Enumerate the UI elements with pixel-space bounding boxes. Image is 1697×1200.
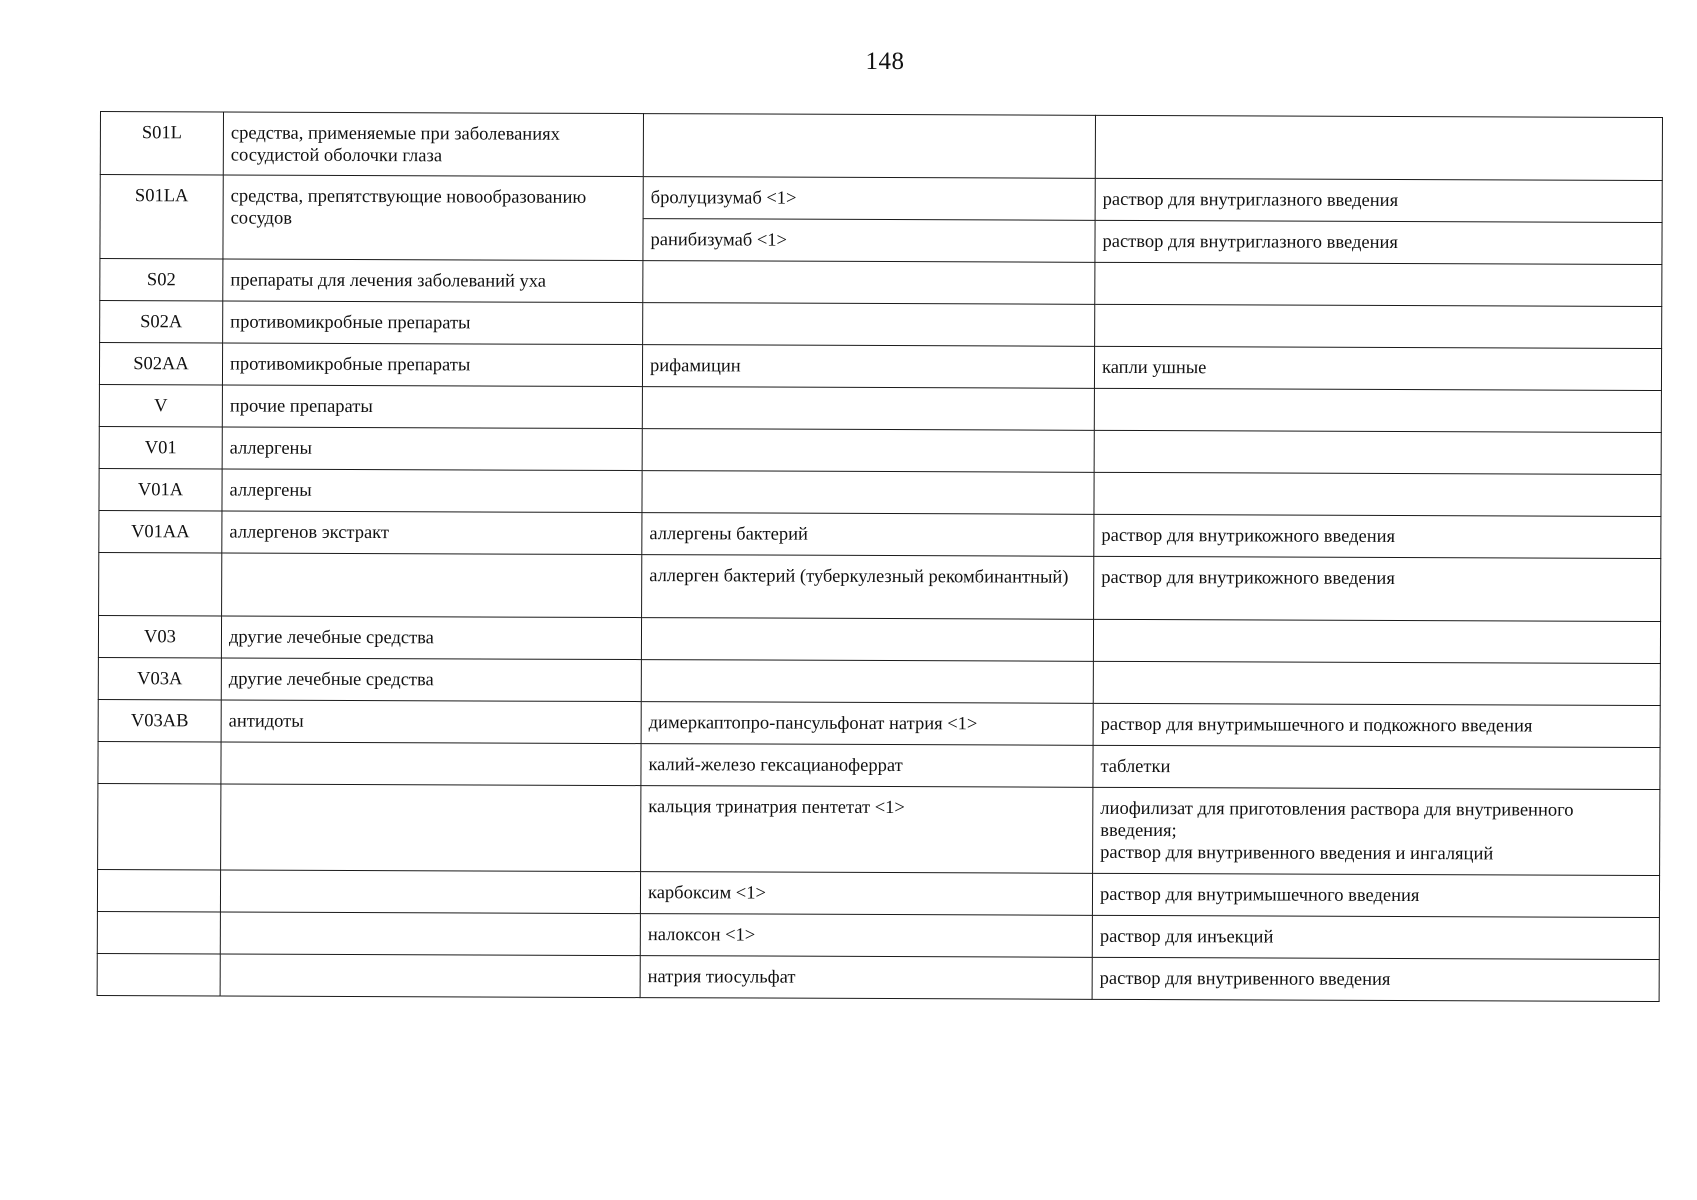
atc-code-cell: S02A [100, 301, 223, 343]
table-row [100, 301, 1662, 349]
drug-name-cell [643, 261, 1095, 305]
group-name-cell: другие лечебные средства [221, 658, 641, 702]
table-row [98, 699, 1660, 747]
group-name-cell: аллергены [222, 469, 642, 513]
drug-name-cell [643, 114, 1095, 179]
drug-name-cell: аллергены бактерий [642, 513, 1094, 557]
group-name-cell: противомикробные препараты [222, 343, 642, 387]
table-row [97, 911, 1659, 959]
drug-name-cell [641, 618, 1093, 662]
drug-name-cell [643, 303, 1095, 347]
dosage-form-cell: раствор для внутримышечного введения [1092, 873, 1659, 917]
page-number: 148 [865, 48, 905, 75]
group-name-cell: антидоты [221, 700, 641, 744]
group-name-cell: противомикробные препараты [223, 301, 643, 345]
dosage-form-cell: раствор для внутрикожного введения [1094, 514, 1661, 558]
atc-code-cell: S01L [100, 112, 223, 175]
table-row [97, 869, 1659, 917]
drug-name-cell: рифамицин [642, 345, 1094, 389]
table-row [98, 741, 1660, 789]
drug-name-cell: ранибизумаб <1> [643, 219, 1095, 263]
atc-code-cell [97, 911, 220, 953]
table-row [100, 175, 1662, 223]
group-name-cell: средства, препятствующие новообразованию сосудов [223, 175, 643, 261]
group-name-cell [220, 912, 640, 956]
drug-name-cell: димеркаптопро-пансульфонат натрия <1> [641, 702, 1093, 746]
drug-name-cell [642, 387, 1094, 431]
dosage-form-cell: раствор для внутримышечного и подкожного введения [1093, 703, 1660, 747]
drug-name-cell: аллерген бактерий (туберкулезный рекомбинантный) [642, 555, 1094, 620]
dosage-form-cell [1094, 430, 1661, 474]
dosage-form-cell [1094, 472, 1661, 516]
table-row [100, 259, 1662, 307]
dosage-form-cell: раствор для внутривенного введения [1092, 957, 1659, 1001]
atc-code-cell [97, 869, 220, 911]
table-row [99, 552, 1661, 621]
dosage-form-cell [1095, 262, 1662, 306]
group-name-cell: аллергены [222, 427, 642, 471]
group-name-cell [221, 784, 641, 872]
atc-code-cell: V03AB [98, 699, 221, 741]
table-row [98, 783, 1660, 875]
drug-name-cell [642, 471, 1094, 515]
dosage-form-cell: капли ушные [1094, 346, 1661, 390]
drug-table [97, 111, 1663, 1002]
atc-code-cell: V01 [99, 426, 222, 468]
drug-name-cell [641, 660, 1093, 704]
drug-name-cell: бролуцизумаб <1> [643, 177, 1095, 221]
table-row [99, 426, 1661, 474]
dosage-form-cell: раствор для инъекций [1092, 915, 1659, 959]
dosage-form-line: лиофилизат для приготовления раствора для внутривенного введения; [1100, 798, 1574, 842]
dosage-form-cell [1094, 388, 1661, 432]
group-name-cell: препараты для лечения заболеваний уха [223, 259, 643, 303]
drug-name-cell: калий-железо гексацианоферрат [641, 744, 1093, 788]
table-row [98, 615, 1660, 663]
group-name-cell: другие лечебные средства [221, 616, 641, 660]
group-name-cell: средства, применяемые при заболеваниях сосудистой оболочки глаза [223, 112, 643, 177]
table-row [99, 343, 1661, 391]
atc-code-cell [97, 953, 220, 995]
atc-code-cell: V03 [98, 615, 221, 657]
dosage-form-cell: раствор для внутрикожного введения [1094, 556, 1661, 621]
table-row [99, 468, 1661, 516]
dosage-form-cell [1095, 115, 1662, 180]
table-row [99, 510, 1661, 558]
group-name-cell: аллергенов экстракт [222, 511, 642, 555]
drug-name-cell [642, 429, 1094, 473]
atc-code-cell: V [99, 384, 222, 426]
atc-code-cell: S02 [100, 259, 223, 301]
table-row [98, 657, 1660, 705]
dosage-form-cell [1093, 619, 1660, 663]
dosage-form-cell: раствор для внутриглазного введения [1095, 178, 1662, 222]
atc-code-cell: V01AA [99, 510, 222, 552]
atc-code-cell: V01A [99, 468, 222, 510]
group-name-cell [220, 954, 640, 998]
table-row [97, 953, 1659, 1001]
dosage-form-cell: раствор для внутриглазного введения [1095, 220, 1662, 264]
atc-code-cell: S02AA [99, 343, 222, 385]
dosage-form-cell [1093, 787, 1660, 875]
drug-name-cell: натрия тиосульфат [640, 956, 1092, 1000]
dosage-form-cell [1093, 661, 1660, 705]
table-row [100, 112, 1662, 181]
group-name-cell [221, 742, 641, 786]
group-name-cell: прочие препараты [222, 385, 642, 429]
drug-name-cell: налоксон <1> [640, 914, 1092, 958]
atc-code-cell: V03A [98, 657, 221, 699]
atc-code-cell [98, 741, 221, 783]
atc-code-cell [98, 783, 221, 869]
dosage-form-cell: таблетки [1093, 745, 1660, 789]
table-row [99, 384, 1661, 432]
atc-code-cell: S01LA [100, 175, 223, 259]
dosage-form-cell [1095, 304, 1662, 348]
group-name-cell [220, 870, 640, 914]
drug-name-cell: кальция тринатрия пентетат <1> [641, 786, 1093, 874]
dosage-form-line: раствор для внутривенного введения и ингаляций [1100, 842, 1494, 865]
group-name-cell [222, 553, 642, 618]
drug-name-cell: карбоксим <1> [640, 872, 1092, 916]
atc-code-cell [99, 552, 222, 615]
